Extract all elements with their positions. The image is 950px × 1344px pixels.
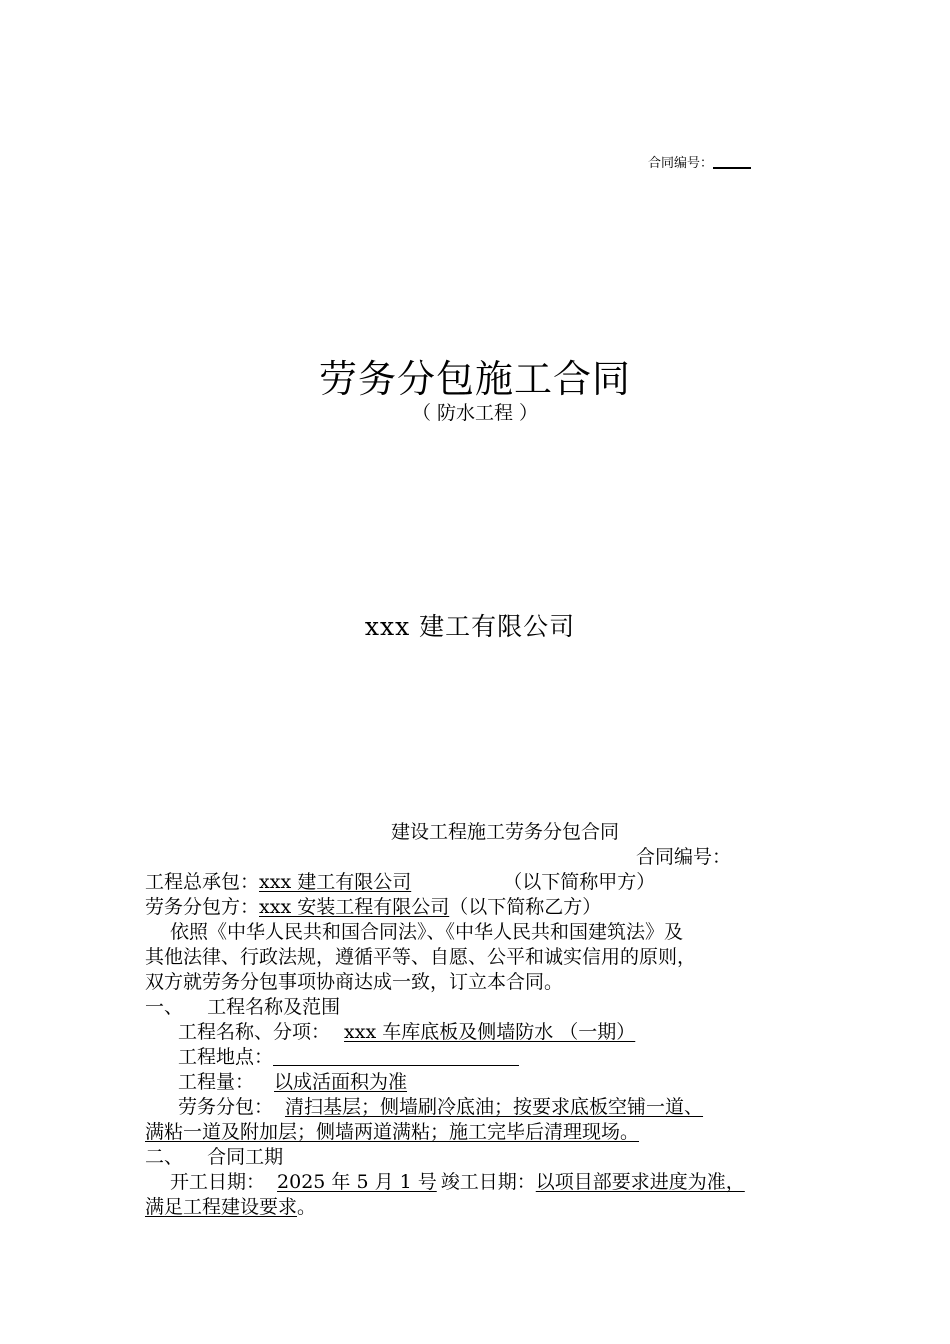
end-date-label: 竣工日期：: [440, 1171, 536, 1193]
location-blank: [273, 1045, 519, 1066]
subcontractor-label: 劳务分包方：: [145, 896, 260, 918]
start-date-value: 2025 年 5 月 1 号: [277, 1171, 437, 1193]
intro-line-3: 双方就劳务分包事项协商达成一致，订立本合同。: [145, 971, 564, 993]
schedule-line-2: [145, 1195, 825, 1220]
cover-subtitle: （ 防水工程 ）: [411, 402, 539, 424]
section-1-heading: 一、 工程名称及范围: [145, 996, 341, 1018]
subcontractor-value: xxx 安装工程有限公司: [259, 896, 450, 918]
scope-line-2: [145, 1120, 825, 1145]
end-date-value-2: 满足工程建设要求: [145, 1196, 298, 1218]
project-name-line: [178, 1020, 858, 1045]
contract-number-blank: [713, 155, 751, 169]
cover-title: 劳务分包施工合同: [318, 357, 631, 401]
scope-label: 劳务分包：: [178, 1096, 274, 1118]
project-name-label: 工程名称、分项：: [178, 1021, 331, 1043]
schedule-line-1: [170, 1170, 850, 1195]
document-contract-number: 合同编号：: [636, 846, 732, 868]
cover-contract-number: [648, 152, 751, 171]
scope-value-1: 清扫基层；侧墙刷冷底油；按要求底板空铺一道、: [285, 1096, 704, 1118]
cover-company-name: xxx 建工有限公司: [364, 612, 576, 641]
intro-line-2: 其他法律、行政法规，遵循平等、自愿、公平和诚实信用的原则，: [145, 946, 697, 968]
contractor-suffix: （以下简称甲方）: [503, 871, 656, 893]
quantity-line: [178, 1070, 858, 1095]
scope-line-1: [178, 1095, 858, 1120]
scope-value-2: 满粘一道及附加层；侧墙两道满粘；施工完毕后清理现场。: [145, 1121, 640, 1143]
end-date-value-1: 以项目部要求进度为准，: [535, 1171, 745, 1193]
start-date-label: 开工日期：: [170, 1171, 266, 1193]
document-title: 建设工程施工劳务分包合同: [390, 821, 619, 843]
contractor-line: [145, 870, 825, 895]
end-punct: 。: [297, 1196, 317, 1218]
location-label: 工程地点：: [178, 1046, 274, 1068]
contractor-value: xxx 建工有限公司: [259, 871, 412, 893]
cover-contract-number-label: 合同编号：: [648, 156, 714, 171]
quantity-value: 以成活面积为准: [274, 1071, 408, 1093]
project-name-value: xxx 车库底板及侧墙防水 （一期）: [344, 1021, 636, 1043]
intro-line-1: 依照《中华人民共和国合同法》、《中华人民共和国建筑法》及: [170, 921, 684, 943]
contractor-label: 工程总承包：: [145, 871, 260, 893]
location-line: [178, 1045, 858, 1070]
subcontractor-suffix: （以下简称乙方）: [449, 896, 602, 918]
subcontractor-line: [145, 895, 825, 920]
section-2-heading: 二、 合同工期: [145, 1146, 284, 1168]
quantity-label: 工程量：: [178, 1071, 255, 1093]
